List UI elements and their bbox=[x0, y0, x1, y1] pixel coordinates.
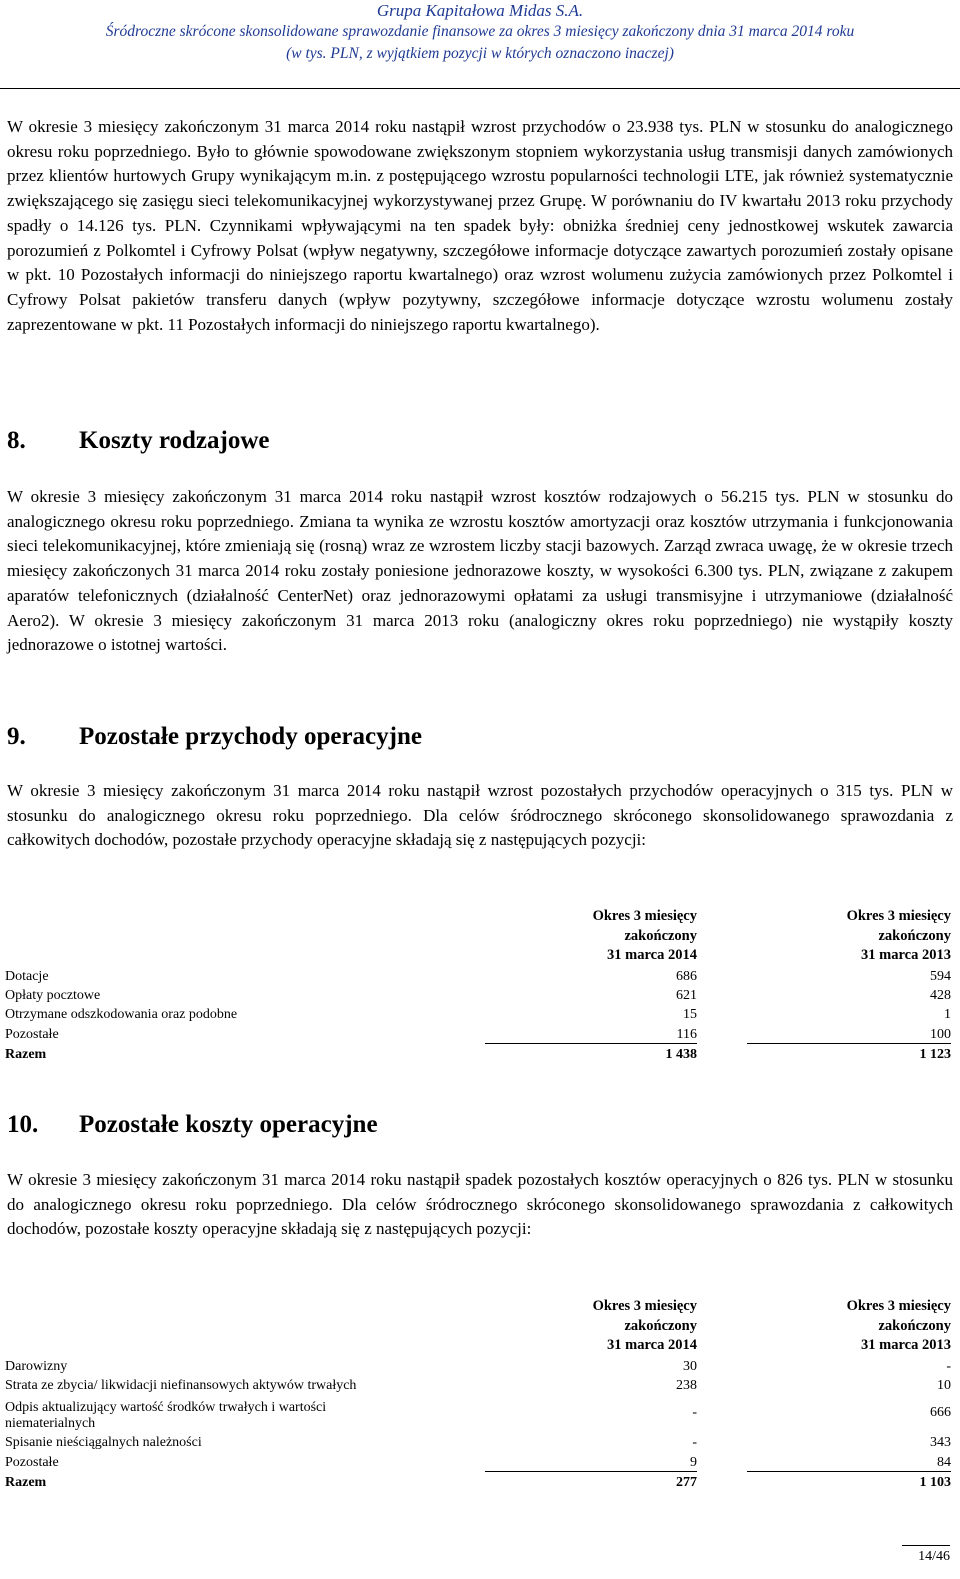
table-row: Odpis aktualizujący wartość środków trwałych i wartości niematerialnych - 666 bbox=[5, 1400, 951, 1432]
other-operating-income-table bbox=[5, 907, 951, 1063]
section-title: Pozostałe koszty operacyjne bbox=[79, 1111, 378, 1138]
table-row: Otrzymane odszkodowania oraz podobne 15 1 bbox=[5, 1007, 951, 1023]
table-row: Pozostałe 116 100 bbox=[5, 1026, 951, 1043]
column-header-2013: Okres 3 miesięcy zakończony 31 marca 2013 bbox=[846, 1298, 951, 1353]
section-9-heading bbox=[7, 722, 422, 752]
table-total-row: Razem 277 1 103 bbox=[5, 1471, 951, 1491]
column-header-2013: Okres 3 miesięcy zakończony 31 marca 2013 bbox=[846, 908, 951, 963]
company-name: Grupa Kapitałowa Midas S.A. bbox=[376, 1, 584, 20]
table-row: Dotacje 686 594 bbox=[5, 968, 951, 984]
section-10-heading bbox=[7, 1110, 378, 1140]
units-note: (w tys. PLN, z wyjątkiem pozycji w których oznaczono inaczej) bbox=[286, 45, 674, 62]
page-number-divider bbox=[902, 1545, 950, 1546]
column-header-2014: Okres 3 miesięcy zakończony 31 marca 2014 bbox=[592, 1298, 697, 1353]
section-number: 9. bbox=[7, 723, 26, 750]
section-number: 10. bbox=[7, 1111, 39, 1138]
column-header-2014: Okres 3 miesięcy zakończony 31 marca 2014 bbox=[592, 908, 697, 963]
section-8-heading bbox=[7, 426, 269, 456]
intro-paragraph: W okresie 3 miesięcy zakończonym 31 marca 2014 roku nastąpił wzrost przychodów o 23.938 tys. PLN w stosunku do analogicznego okresu roku poprzedniego. Było to głównie spowodowane zwiększonym stopniem wykorzystania usług transmisji danych zamówionych przez klientów hurtowych Grupy wynikającym m.in. z postępującego wzrostu popularności technologii LTE, jak również systematycznie zwiększającego się zasięgu sieci telekomunikacyjnej wykorzystywanej przez Grupę. W porównaniu do IV kwartału 2013 roku przychody spadły o 14.126 tys. PLN. Czynnikami wpływającymi na ten spadek były: obniżka średniej ceny jednostkowej wskutek zawarcia porozumień z Polkomtel i Cyfrowy Polsat (wpływ negatywny, szczegółowe informacje dotyczące zawartych porozumień zostały opisane w pkt. 10 Pozostałych informacji do niniejszego raportu kwartalnego) oraz wzrost wolumenu zużycia zamówionych przez Polkomtel i Cyfrowy Polsat pakietów transferu danych (wpływ pozytywny, szczegółowe informacje dotyczące wzrostu wolumenu zostały zaprezentowane w pkt. 11 Pozostałych informacji do niniejszego raportu kwartalnego). bbox=[7, 117, 953, 334]
table-row: Darowizny 30 - bbox=[5, 1358, 951, 1374]
header-divider bbox=[0, 88, 960, 89]
table-header-row bbox=[5, 907, 951, 966]
report-title: Śródroczne skrócone skonsolidowane sprawozdanie finansowe za okres 3 miesięcy zakończony dnia 31 marca 2014 roku bbox=[105, 23, 855, 40]
table-row: Pozostałe 9 84 bbox=[5, 1454, 951, 1471]
table-row: Spisanie nieściągalnych należności - 343 bbox=[5, 1435, 951, 1451]
section-8-paragraph: W okresie 3 miesięcy zakończonym 31 marca 2014 roku nastąpił wzrost kosztów rodzajowych o 56.215 tys. PLN w stosunku do analogicznego okresu roku poprzedniego. Zmiana ta wynika ze wzrostu kosztów amortyzacji oraz kosztów utrzymania i funkcjonowania sieci telekomunikacyjnej, które zmieniają się (rosną) wraz ze wzrostem liczby stacji bazowych. Zarząd zwraca uwagę, że w okresie trzech miesięcy zakończonych 31 marca 2014 roku zostały poniesione jednorazowe koszty, w wysokości 6.300 tys. PLN, związane z zakupem aparatów telefonicznych (działalność CenterNet) oraz jednorazowymi opłatami za usługi transmisyjne i utrzymaniowe (działalność Aero2). W okresie 3 miesięcy zakończonym 31 marca 2013 roku (analogiczny okres roku poprzedniego) nie wystąpiły koszty jednorazowe o istotnej wartości. bbox=[7, 487, 953, 655]
section-10-paragraph: W okresie 3 miesięcy zakończonym 31 marca 2014 roku nastąpił spadek pozostałych kosztów operacyjnych o 826 tys. PLN w stosunku do analogicznego okresu roku poprzedniego. Dla celów śródrocznego skróconego skonsolidowanego sprawozdania z całkowitych dochodów, pozostałe koszty operacyjne składają się z następujących pozycji: bbox=[7, 1170, 953, 1239]
section-9-paragraph: W okresie 3 miesięcy zakończonym 31 marca 2014 roku nastąpił wzrost pozostałych przychodów operacyjnych o 315 tys. PLN w stosunku do analogicznego okresu roku poprzedniego. Dla celów śródrocznego skróconego skonsolidowanego sprawozdania z całkowitych dochodów, pozostałe przychody operacyjne składają się z następujących pozycji: bbox=[7, 781, 953, 850]
other-operating-costs-table bbox=[5, 1297, 951, 1491]
section-title: Koszty rodzajowe bbox=[79, 427, 270, 454]
table-row: Strata ze zbycia/ likwidacji niefinansowych aktywów trwałych 238 10 bbox=[5, 1378, 951, 1394]
section-title: Pozostałe przychody operacyjne bbox=[79, 723, 422, 750]
table-header-row bbox=[5, 1297, 951, 1356]
section-number: 8. bbox=[7, 427, 26, 454]
table-total-row: Razem 1 438 1 123 bbox=[5, 1043, 951, 1063]
page-number: 14/46 bbox=[918, 1549, 950, 1564]
table-row: Opłaty pocztowe 621 428 bbox=[5, 988, 951, 1004]
